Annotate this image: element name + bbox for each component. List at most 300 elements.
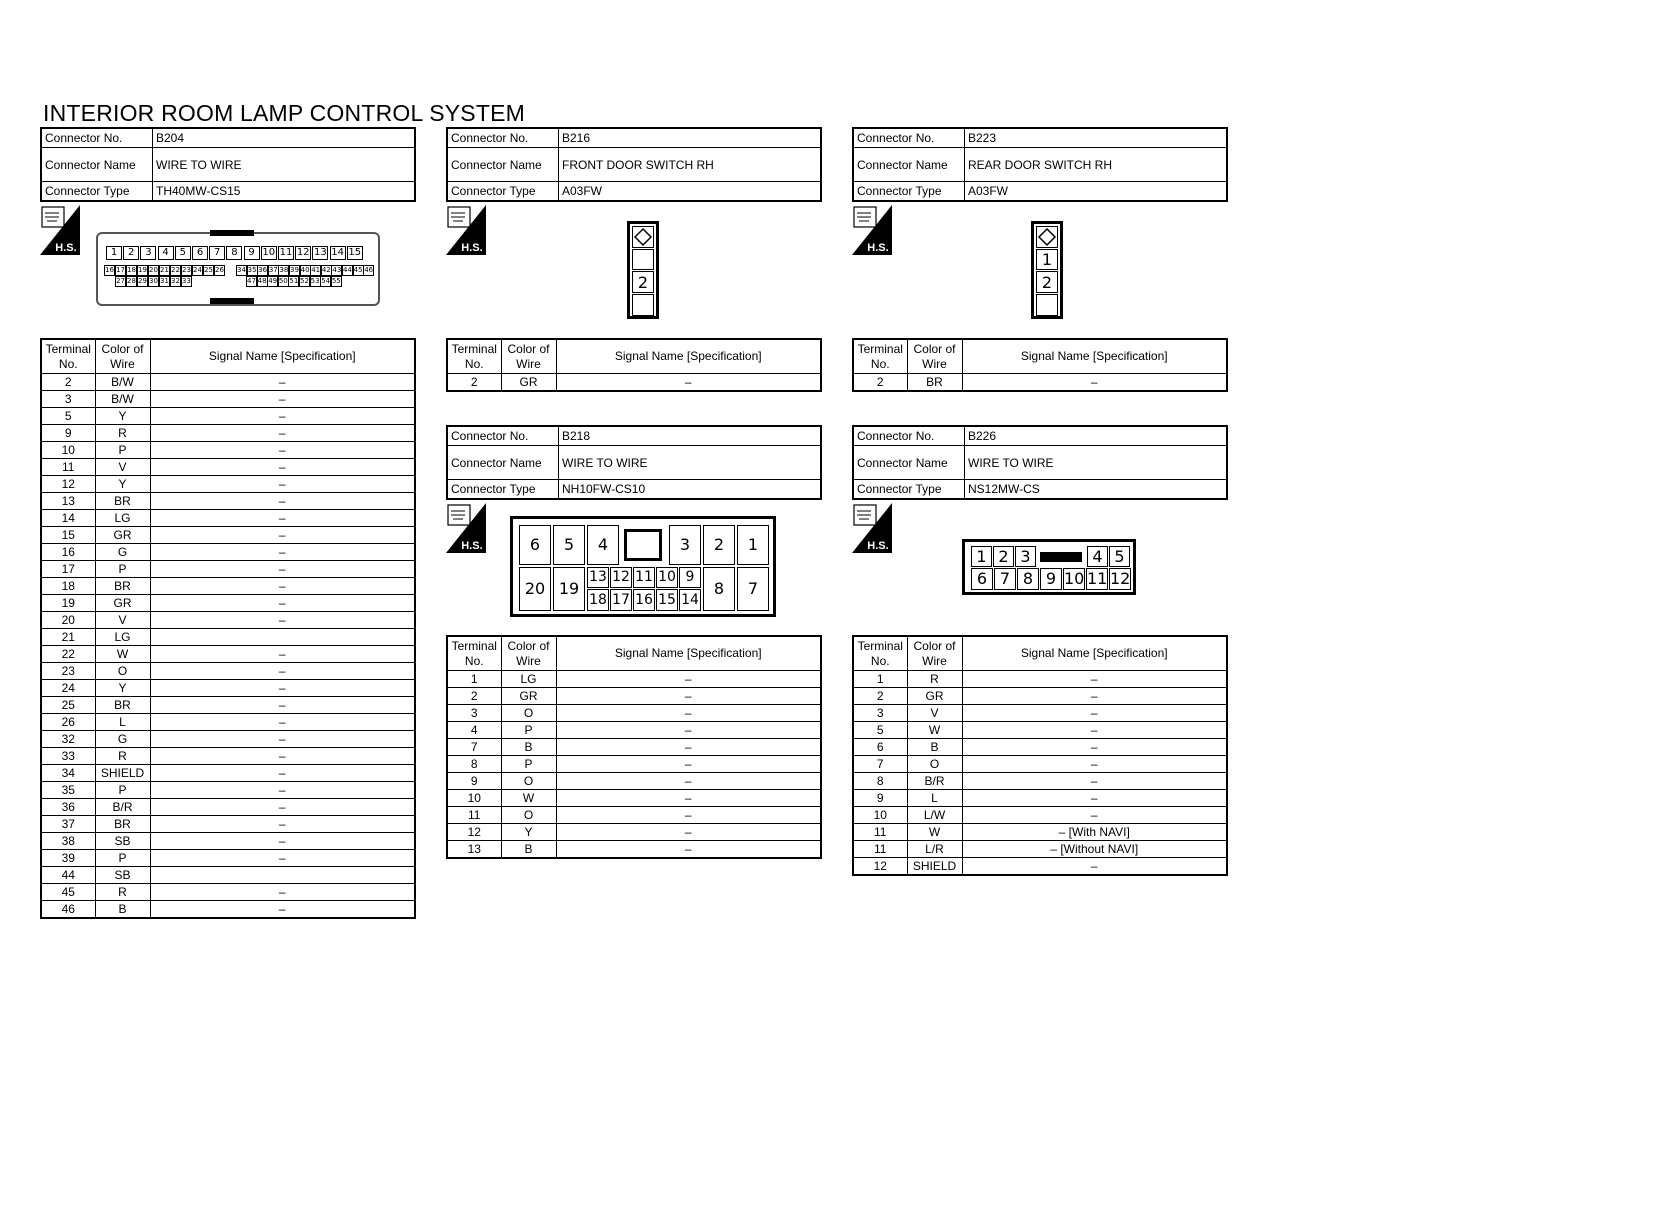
- connector-no-label: Connector No.: [853, 128, 965, 148]
- terminal-cell: 32: [41, 731, 95, 748]
- table-row: [41, 748, 415, 765]
- connector-pin: 4: [587, 525, 619, 565]
- signal-cell: –: [556, 688, 821, 705]
- signal-cell: –: [962, 374, 1227, 392]
- terminal-cell: 13: [41, 493, 95, 510]
- connector-pin: 9: [679, 567, 701, 588]
- table-row: [41, 544, 415, 561]
- connector-pin: 12: [296, 247, 310, 258]
- connector-pin: 50: [278, 277, 288, 285]
- table-row: [447, 807, 821, 824]
- signal-cell: –: [962, 688, 1227, 705]
- connector-pin: 22: [171, 266, 180, 274]
- terminal-header: Terminal No.: [853, 636, 907, 671]
- connector-no-value: B218: [559, 426, 822, 446]
- connector-pin: 31: [160, 277, 169, 285]
- connector-pin: 8: [703, 567, 735, 611]
- table-row: [447, 671, 821, 688]
- color-cell: O: [95, 663, 150, 680]
- signal-cell: –: [150, 425, 415, 442]
- signal-cell: –: [150, 765, 415, 782]
- signal-cell: –: [150, 799, 415, 816]
- terminal-cell: 24: [41, 680, 95, 697]
- table-row: [853, 773, 1227, 790]
- terminal-cell: 10: [853, 807, 907, 824]
- terminal-cell: 5: [41, 408, 95, 425]
- signal-header: Signal Name [Specification]: [150, 339, 415, 374]
- color-cell: W: [95, 646, 150, 663]
- terminal-cell: 14: [41, 510, 95, 527]
- color-cell: R: [907, 671, 962, 688]
- signal-cell: –: [150, 476, 415, 493]
- hs-icon: [40, 205, 80, 255]
- hs-icon: [446, 205, 486, 255]
- color-cell: V: [907, 705, 962, 722]
- color-cell: LG: [95, 510, 150, 527]
- color-cell: L: [907, 790, 962, 807]
- terminal-cell: 23: [41, 663, 95, 680]
- diamond-icon: [1036, 226, 1058, 248]
- table-row: [853, 705, 1227, 722]
- table-row: [41, 646, 415, 663]
- terminal-cell: 5: [853, 722, 907, 739]
- signal-cell: –: [962, 807, 1227, 824]
- color-cell: BR: [95, 816, 150, 833]
- terminal-cell: 18: [41, 578, 95, 595]
- color-header: Color of Wire: [907, 339, 962, 374]
- connector-face-b204: [96, 232, 380, 306]
- color-cell: Y: [95, 408, 150, 425]
- connector-pin: 38: [279, 266, 289, 274]
- connector-pin: 55: [331, 277, 341, 285]
- connector-name-value: WIRE TO WIRE: [965, 446, 1228, 480]
- terminal-cell: 16: [41, 544, 95, 561]
- signal-cell: –: [150, 884, 415, 901]
- color-cell: B/R: [95, 799, 150, 816]
- connector-face-b216: [627, 221, 659, 319]
- connector-pin: 24: [193, 266, 202, 274]
- table-row: [41, 714, 415, 731]
- connector-pin: 2: [703, 525, 735, 565]
- signal-cell: [150, 629, 415, 646]
- connector-pin: 6: [971, 568, 993, 590]
- connector-pin: 4: [158, 246, 174, 260]
- color-cell: L: [95, 714, 150, 731]
- connector-type-label: Connector Type: [853, 182, 965, 202]
- terminal-cell: 7: [853, 756, 907, 773]
- connector-pin: 49: [268, 277, 278, 285]
- connector-pin: 11: [279, 247, 293, 258]
- table-row: [853, 790, 1227, 807]
- terminal-cell: 2: [447, 688, 501, 705]
- signal-cell: –: [150, 680, 415, 697]
- table-row: [447, 374, 821, 392]
- connector-pin: 23: [182, 266, 191, 274]
- color-cell: SHIELD: [907, 858, 962, 876]
- terminal-header: Terminal No.: [447, 339, 501, 374]
- terminal-header: Terminal No.: [447, 636, 501, 671]
- connector-pin: 19: [138, 266, 147, 274]
- signal-cell: –: [150, 578, 415, 595]
- signal-cell: –: [962, 671, 1227, 688]
- connector-pin: 11: [633, 567, 655, 588]
- color-cell: GR: [501, 374, 556, 392]
- connector-pin: 10: [262, 247, 276, 258]
- signal-cell: –: [150, 408, 415, 425]
- terminal-cell: 22: [41, 646, 95, 663]
- connector-pin: 5: [175, 246, 191, 260]
- connector-pin: 35: [247, 266, 257, 274]
- connector-pin: 6: [519, 525, 551, 565]
- connector-pin: 1: [106, 246, 122, 260]
- page-title: INTERIOR ROOM LAMP CONTROL SYSTEM: [43, 100, 525, 126]
- color-cell: GR: [907, 688, 962, 705]
- connector-pin: 5: [1109, 546, 1130, 567]
- connector-pin: 14: [679, 589, 701, 611]
- signal-cell: –: [150, 391, 415, 408]
- table-row: [853, 671, 1227, 688]
- table-row: [447, 790, 821, 807]
- signal-cell: –: [150, 646, 415, 663]
- connector-info-b204: [40, 127, 416, 202]
- connector-name-label: Connector Name: [853, 446, 965, 480]
- connector-pin: 52: [300, 277, 309, 285]
- signal-cell: –: [556, 374, 821, 392]
- signal-cell: –: [150, 850, 415, 867]
- color-cell: L/R: [907, 841, 962, 858]
- hs-icon: [852, 205, 892, 255]
- terminal-cell: 46: [41, 901, 95, 919]
- terminal-cell: 11: [41, 459, 95, 476]
- color-cell: SHIELD: [95, 765, 150, 782]
- connector-pin: 43: [332, 266, 342, 274]
- connector-no-label: Connector No.: [447, 128, 559, 148]
- terminal-cell: 2: [41, 374, 95, 391]
- color-cell: R: [95, 425, 150, 442]
- table-row: [447, 824, 821, 841]
- connector-pin: 13: [314, 247, 327, 258]
- table-row: [41, 901, 415, 919]
- signal-cell: –: [150, 612, 415, 629]
- connector-face-b226: [962, 539, 1136, 595]
- signal-cell: –: [556, 739, 821, 756]
- hs-label: H.S.: [461, 540, 483, 552]
- pin-2: 2: [1036, 271, 1058, 293]
- connector-lock-mark: [1040, 552, 1082, 562]
- connector-pin: 3: [669, 525, 701, 565]
- connector-pin: 44: [343, 266, 352, 274]
- table-row: [41, 408, 415, 425]
- terminal-cell: 44: [41, 867, 95, 884]
- connector-info-b218: [446, 425, 822, 500]
- table-row: [41, 459, 415, 476]
- color-header: Color of Wire: [95, 339, 150, 374]
- connector-no-value: B216: [559, 128, 822, 148]
- terminal-table-b218: [446, 635, 822, 859]
- table-row: [853, 807, 1227, 824]
- connector-pin: 2: [123, 246, 139, 260]
- connector-pin: 12: [1110, 569, 1131, 588]
- color-cell: B: [501, 739, 556, 756]
- hs-icon: [446, 503, 486, 553]
- connector-pin: 10: [1064, 569, 1085, 588]
- connector-pin: 12: [610, 567, 632, 588]
- signal-cell: –: [150, 901, 415, 919]
- connector-face-b218: [510, 516, 776, 617]
- color-cell: P: [95, 850, 150, 867]
- connector-face-b223: [1031, 221, 1063, 319]
- connector-pin: 27: [116, 277, 125, 285]
- connector-pin: 29: [138, 277, 147, 285]
- table-row: [41, 442, 415, 459]
- signal-cell: –: [556, 807, 821, 824]
- terminal-cell: 34: [41, 765, 95, 782]
- table-row: [41, 527, 415, 544]
- connector-pin: 54: [321, 277, 331, 285]
- connector-pin: 13: [587, 567, 609, 588]
- signal-cell: –: [150, 697, 415, 714]
- connector-name-label: Connector Name: [41, 148, 153, 182]
- pin-empty: [1036, 294, 1058, 316]
- color-cell: LG: [501, 671, 556, 688]
- table-row: [853, 374, 1227, 392]
- color-cell: B/R: [907, 773, 962, 790]
- table-row: [41, 612, 415, 629]
- signal-cell: –: [962, 739, 1227, 756]
- signal-cell: –: [962, 790, 1227, 807]
- connector-lock-mark: [210, 298, 254, 304]
- connector-type-label: Connector Type: [41, 182, 153, 202]
- connector-type-value: TH40MW-CS15: [153, 182, 416, 202]
- connector-pin: 26: [215, 266, 224, 274]
- connector-pin: 4: [1087, 546, 1108, 567]
- color-cell: Y: [95, 680, 150, 697]
- terminal-cell: 8: [853, 773, 907, 790]
- connector-pin: 34: [237, 266, 246, 274]
- connector-info-b216: [446, 127, 822, 202]
- hs-label: H.S.: [461, 242, 483, 254]
- terminal-cell: 25: [41, 697, 95, 714]
- color-cell: R: [95, 748, 150, 765]
- table-row: [41, 391, 415, 408]
- color-cell: O: [501, 705, 556, 722]
- color-cell: O: [501, 773, 556, 790]
- table-row: [41, 765, 415, 782]
- connector-no-label: Connector No.: [853, 426, 965, 446]
- table-row: [853, 722, 1227, 739]
- terminal-cell: 37: [41, 816, 95, 833]
- terminal-cell: 13: [447, 841, 501, 859]
- color-cell: O: [501, 807, 556, 824]
- terminal-cell: 2: [853, 688, 907, 705]
- color-cell: R: [95, 884, 150, 901]
- signal-cell: –: [150, 782, 415, 799]
- connector-type-label: Connector Type: [853, 480, 965, 500]
- table-row: [41, 884, 415, 901]
- color-cell: L/W: [907, 807, 962, 824]
- connector-pin: 15: [348, 247, 362, 258]
- signal-cell: –: [556, 790, 821, 807]
- terminal-cell: 36: [41, 799, 95, 816]
- signal-cell: –: [556, 705, 821, 722]
- table-row: [41, 782, 415, 799]
- color-cell: BR: [907, 374, 962, 392]
- table-row: [853, 688, 1227, 705]
- terminal-header: Terminal No.: [853, 339, 907, 374]
- connector-pin: 18: [127, 266, 136, 274]
- connector-pin: 10: [656, 567, 678, 588]
- connector-pin: 7: [737, 567, 769, 611]
- connector-pin: 3: [1015, 546, 1036, 567]
- terminal-cell: 19: [41, 595, 95, 612]
- connector-no-label: Connector No.: [447, 426, 559, 446]
- signal-cell: –: [962, 773, 1227, 790]
- table-row: [41, 425, 415, 442]
- connector-pin: 28: [127, 277, 136, 285]
- connector-pin: 20: [519, 567, 551, 611]
- terminal-table-b216: [446, 338, 822, 392]
- connector-pin: 9: [1040, 568, 1062, 590]
- color-cell: G: [95, 731, 150, 748]
- hs-label: H.S.: [867, 242, 889, 254]
- signal-cell: –: [962, 756, 1227, 773]
- connector-pin: 47: [247, 277, 256, 285]
- color-cell: W: [501, 790, 556, 807]
- table-row: [447, 688, 821, 705]
- table-row: [41, 476, 415, 493]
- terminal-table-b204: [40, 338, 416, 919]
- signal-cell: –: [150, 595, 415, 612]
- signal-cell: –: [150, 544, 415, 561]
- connector-type-value: NH10FW-CS10: [559, 480, 822, 500]
- connector-pin: 40: [300, 266, 310, 274]
- table-row: [853, 824, 1227, 841]
- terminal-cell: 6: [853, 739, 907, 756]
- signal-header: Signal Name [Specification]: [556, 339, 821, 374]
- signal-header: Signal Name [Specification]: [556, 636, 821, 671]
- terminal-cell: 38: [41, 833, 95, 850]
- table-row: [41, 697, 415, 714]
- terminal-cell: 4: [447, 722, 501, 739]
- signal-cell: –: [556, 671, 821, 688]
- terminal-cell: 9: [41, 425, 95, 442]
- connector-pin: 42: [321, 266, 331, 274]
- color-cell: LG: [95, 629, 150, 646]
- color-cell: P: [501, 756, 556, 773]
- connector-pin: 48: [257, 277, 267, 285]
- signal-cell: –: [962, 722, 1227, 739]
- connector-no-label: Connector No.: [41, 128, 153, 148]
- terminal-cell: 15: [41, 527, 95, 544]
- connector-lock-mark: [210, 230, 254, 236]
- terminal-cell: 12: [853, 858, 907, 876]
- terminal-cell: 7: [447, 739, 501, 756]
- connector-pin: 1: [737, 525, 769, 565]
- color-cell: GR: [95, 527, 150, 544]
- table-row: [41, 510, 415, 527]
- signal-cell: –: [556, 756, 821, 773]
- connector-pin: 36: [258, 266, 268, 274]
- table-row: [447, 841, 821, 859]
- signal-cell: [150, 867, 415, 884]
- color-cell: O: [907, 756, 962, 773]
- signal-cell: –: [556, 773, 821, 790]
- connector-pin: 9: [244, 246, 260, 260]
- terminal-cell: 17: [41, 561, 95, 578]
- color-cell: Y: [95, 476, 150, 493]
- hs-icon: [852, 503, 892, 553]
- connector-name-value: WIRE TO WIRE: [559, 446, 822, 480]
- table-row: [41, 561, 415, 578]
- connector-type-value: A03FW: [559, 182, 822, 202]
- terminal-table-b226: [852, 635, 1228, 876]
- terminal-cell: 11: [447, 807, 501, 824]
- color-cell: BR: [95, 697, 150, 714]
- table-row: [853, 756, 1227, 773]
- signal-cell: –: [150, 714, 415, 731]
- terminal-cell: 11: [853, 841, 907, 858]
- table-row: [41, 833, 415, 850]
- table-row: [41, 595, 415, 612]
- terminal-cell: 9: [853, 790, 907, 807]
- terminal-cell: 3: [853, 705, 907, 722]
- connector-pin: 19: [553, 567, 585, 611]
- color-cell: BR: [95, 493, 150, 510]
- connector-type-label: Connector Type: [447, 182, 559, 202]
- connector-pin: 3: [140, 246, 156, 260]
- connector-pin: 39: [290, 266, 299, 274]
- table-row: [41, 374, 415, 391]
- color-header: Color of Wire: [907, 636, 962, 671]
- color-cell: V: [95, 459, 150, 476]
- table-row: [447, 722, 821, 739]
- connector-pin: 17: [116, 266, 125, 274]
- connector-pin: 11: [1087, 569, 1108, 588]
- connector-pin: 5: [553, 525, 585, 565]
- connector-pin: 8: [226, 246, 242, 260]
- connector-pin: 1: [971, 546, 992, 567]
- terminal-cell: 10: [447, 790, 501, 807]
- connector-pin: 46: [364, 266, 374, 274]
- color-cell: B: [907, 739, 962, 756]
- pin-2: 2: [632, 271, 654, 293]
- terminal-cell: 10: [41, 442, 95, 459]
- signal-cell: –: [556, 841, 821, 859]
- terminal-cell: 2: [447, 374, 501, 392]
- color-cell: P: [501, 722, 556, 739]
- table-row: [853, 739, 1227, 756]
- color-cell: SB: [95, 867, 150, 884]
- connector-pin: 2: [993, 546, 1014, 567]
- signal-header: Signal Name [Specification]: [962, 339, 1227, 374]
- color-cell: G: [95, 544, 150, 561]
- signal-cell: –: [556, 824, 821, 841]
- table-row: [447, 756, 821, 773]
- diamond-icon: [632, 226, 654, 248]
- table-row: [41, 867, 415, 884]
- table-row: [41, 799, 415, 816]
- table-row: [41, 578, 415, 595]
- terminal-cell: 3: [41, 391, 95, 408]
- table-row: [447, 739, 821, 756]
- hs-label: H.S.: [867, 540, 889, 552]
- table-row: [41, 663, 415, 680]
- connector-name-label: Connector Name: [447, 148, 559, 182]
- connector-info-b226: [852, 425, 1228, 500]
- pin-1: 1: [1036, 249, 1058, 270]
- color-header: Color of Wire: [501, 339, 556, 374]
- connector-pin: 18: [587, 589, 609, 611]
